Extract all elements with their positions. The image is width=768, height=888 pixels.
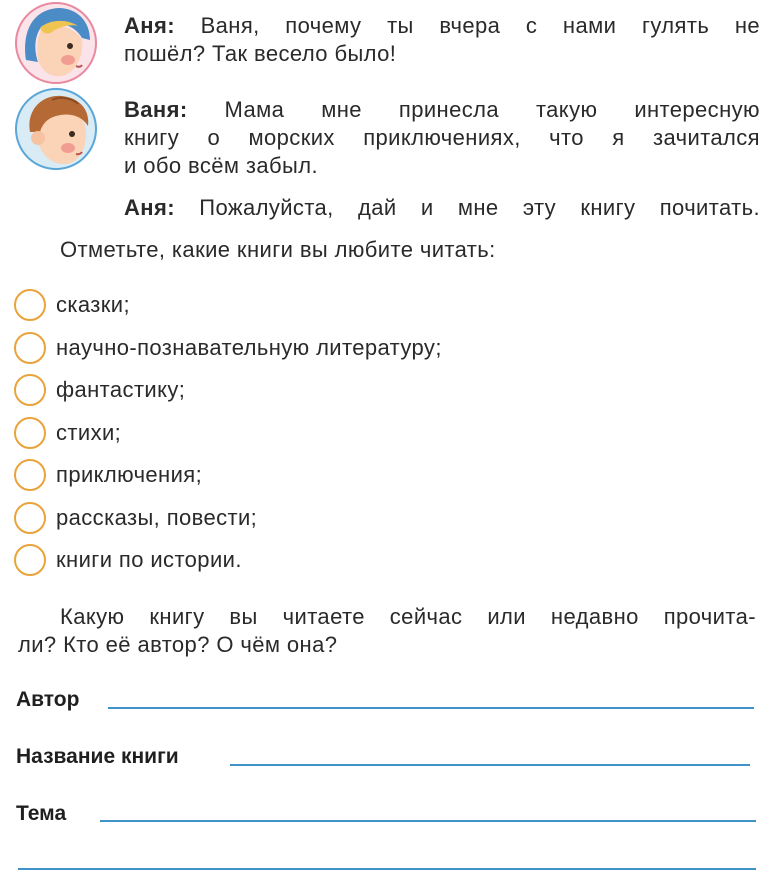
text-word: гулять [641,13,710,38]
text-word: Какую [60,604,125,629]
author-input-line[interactable] [108,707,754,709]
option-label: приключения; [56,462,203,487]
checkbox-circle[interactable] [14,374,46,406]
option-science[interactable] [14,331,442,365]
vanya-avatar [12,88,100,170]
text-word: почитать. [659,195,760,220]
text-word: Пожалуйста, [199,195,334,220]
text-word: почему [285,13,362,38]
option-label: фантастику; [56,377,186,402]
option-label: сказки; [56,292,131,317]
text-word: морских [248,125,335,150]
author-label: Автор [16,688,80,711]
text-word: интересную [634,97,760,122]
checkbox-circle[interactable] [14,289,46,321]
text-word: ты [387,13,414,38]
speaker-anya: Аня: [124,195,175,220]
anya-avatar [12,2,100,84]
option-fantasy[interactable] [14,373,185,407]
question-line-2: ли? Кто её автор? О чём она? [18,632,338,657]
text-word: Ваня, [200,13,260,38]
text-word: книгу [149,604,205,629]
extra-input-line[interactable] [18,868,756,870]
text-word: нами [562,13,617,38]
question-text [18,603,756,659]
text-word: такую [535,97,598,122]
text-word: прочита- [663,604,756,629]
prompt-text: Отметьте, какие книги вы любите читать: [60,237,496,262]
text-word: с [525,13,538,38]
text-word: я [612,125,625,150]
text-word: или [487,604,526,629]
text-word: и [420,195,434,220]
speaker-anya: Аня: [124,13,175,38]
text-word: книгу [124,125,180,150]
dialogue-line-text: и обо всём забыл. [124,153,318,178]
option-stories[interactable] [14,501,257,535]
text-word: Мама [224,97,285,122]
option-label: книги по истории. [56,547,242,572]
text-word: вы [229,604,258,629]
dialogue-anya-1 [124,12,760,68]
speaker-vanya: Ваня: [124,97,188,122]
option-fairy-tales[interactable] [14,288,130,322]
option-label: научно-познавательную литературу; [56,335,442,360]
option-label: рассказы, повести; [56,505,258,530]
text-word: читаете [282,604,365,629]
topic-input-line[interactable] [100,820,756,822]
dialogue-vanya [124,96,760,180]
topic-label: Тема [16,802,67,825]
text-word: мне [457,195,499,220]
text-word: вчера [439,13,501,38]
book-title-input-line[interactable] [230,764,750,766]
checkbox-circle[interactable] [14,459,46,491]
option-history[interactable] [14,543,242,577]
text-word: мне [321,97,362,122]
text-word: сейчас [389,604,463,629]
text-word: книгу [580,195,636,220]
checkbox-circle[interactable] [14,332,46,364]
dialogue-anya-2 [124,194,760,222]
text-word: зачитался [652,125,760,150]
book-title-label: Название книги [16,745,179,768]
text-word: приключениях, [363,125,521,150]
text-word: что [549,125,584,150]
text-word: о [207,125,221,150]
text-word: недавно [550,604,639,629]
text-word: принесла [398,97,499,122]
option-label: стихи; [56,420,122,445]
text-word: дай [357,195,397,220]
option-adventures[interactable] [14,458,202,492]
checkbox-circle[interactable] [14,417,46,449]
text-word: не [734,13,760,38]
checkbox-circle[interactable] [14,544,46,576]
option-poems[interactable] [14,416,121,450]
checkbox-circle[interactable] [14,502,46,534]
text-word: эту [522,195,557,220]
dialogue-line-text: пошёл? Так весело было! [124,41,397,66]
